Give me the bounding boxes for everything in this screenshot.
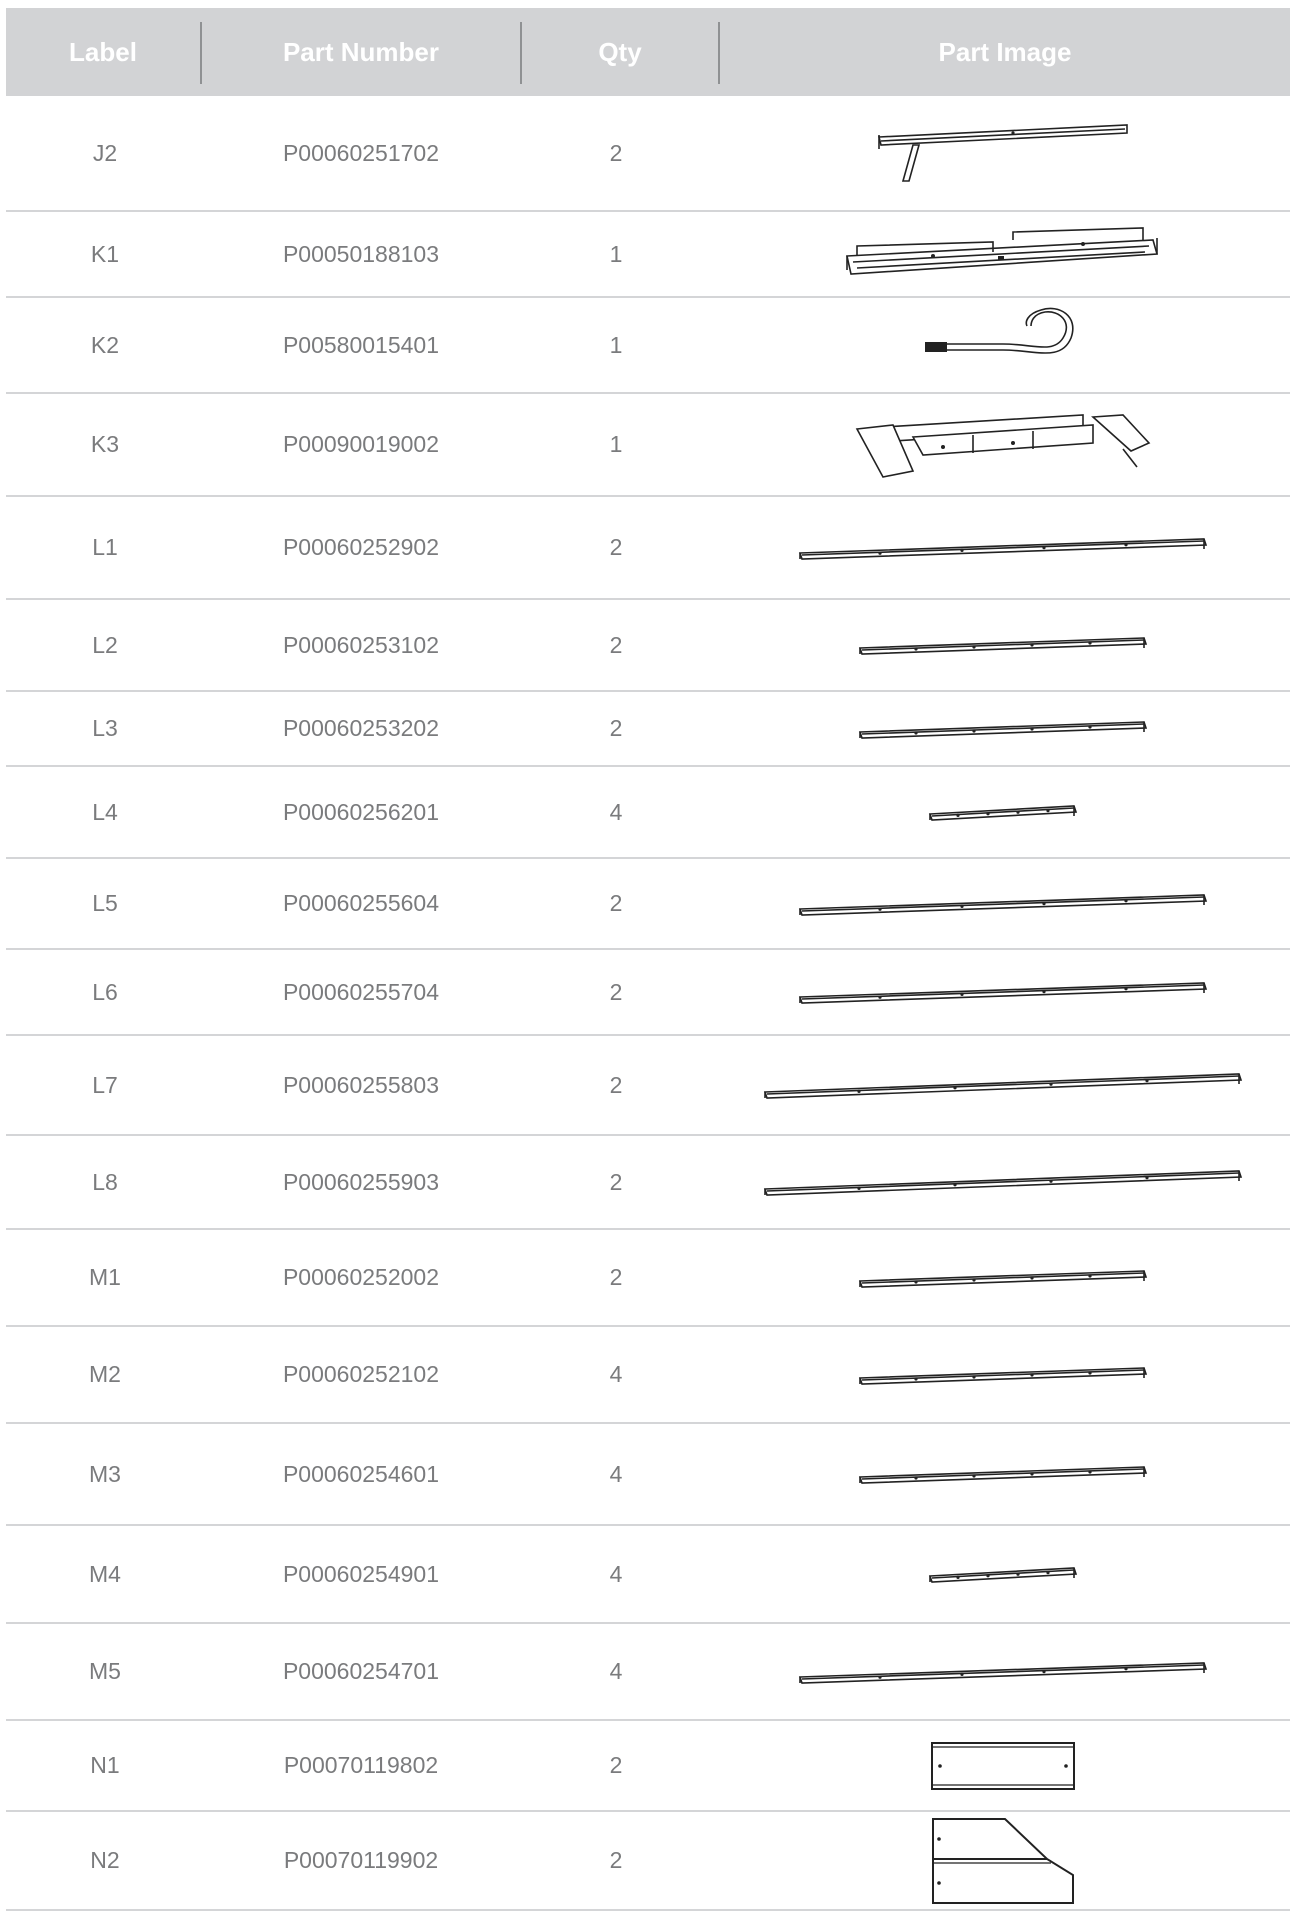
medium-rail-icon — [716, 692, 1290, 765]
part-qty: 2 — [609, 1264, 623, 1290]
table-row — [6, 212, 1290, 298]
rail-with-leg-icon — [716, 96, 1290, 210]
header-part-image: Part Image — [938, 37, 1072, 67]
part-label: M3 — [89, 1460, 121, 1487]
part-label: K2 — [90, 331, 120, 358]
table-row — [6, 1624, 1290, 1721]
parts-table — [6, 8, 1290, 1911]
table-row — [6, 1230, 1290, 1327]
part-qty: 2 — [609, 631, 623, 658]
part-label: L6 — [92, 978, 118, 1005]
ridge-bracket-icon — [716, 394, 1290, 495]
part-number: P00070119802 — [283, 1752, 439, 1778]
part-qty: 2 — [609, 890, 623, 916]
part-qty: 1 — [609, 240, 623, 267]
part-label: N2 — [90, 1847, 120, 1873]
medium-rail-icon — [716, 1327, 1290, 1422]
part-label: M5 — [89, 1658, 121, 1684]
part-qty: 4 — [609, 1658, 623, 1684]
part-qty: 2 — [609, 534, 623, 560]
part-label: L8 — [92, 1168, 118, 1195]
table-row — [6, 1036, 1290, 1136]
table-row — [6, 1424, 1290, 1526]
table-row — [6, 950, 1290, 1036]
header-part-number: Part Number — [282, 37, 440, 67]
part-number: P00090019002 — [282, 431, 440, 457]
part-label: L7 — [92, 1071, 118, 1098]
table-row — [6, 859, 1290, 950]
part-qty: 4 — [609, 798, 623, 825]
part-number: P00060255903 — [282, 1168, 440, 1195]
table-header — [6, 8, 1290, 96]
part-number: P00060252002 — [282, 1264, 440, 1290]
part-number: P00060255803 — [282, 1071, 440, 1098]
table-row — [6, 96, 1290, 212]
flat-panel-icon — [716, 1721, 1290, 1810]
table-row — [6, 600, 1290, 692]
part-qty: 2 — [609, 1071, 623, 1098]
part-qty: 2 — [609, 978, 623, 1005]
part-number: P00060252902 — [282, 534, 440, 560]
long-rail-icon — [716, 497, 1290, 598]
part-qty: 2 — [609, 1752, 623, 1778]
table-row — [6, 394, 1290, 497]
table-row — [6, 497, 1290, 600]
header-qty: Qty — [598, 37, 642, 67]
part-number: P00060255604 — [282, 890, 440, 916]
part-number: P00580015401 — [282, 331, 440, 358]
extra-long-rail-icon — [716, 1136, 1290, 1228]
hook-bolt-icon — [716, 298, 1290, 392]
part-label: N1 — [90, 1752, 120, 1778]
part-qty: 4 — [609, 1361, 623, 1387]
part-number: P00060254901 — [282, 1560, 440, 1587]
part-label: K1 — [90, 240, 120, 267]
part-label: L3 — [92, 715, 118, 741]
part-qty: 2 — [609, 1847, 623, 1873]
short-rail-icon — [716, 767, 1290, 857]
table-row — [6, 1812, 1290, 1911]
extra-long-rail-icon — [716, 1036, 1290, 1134]
part-label: J2 — [92, 139, 118, 166]
part-label: M1 — [89, 1264, 121, 1290]
part-label: K3 — [90, 431, 120, 457]
part-qty: 4 — [609, 1460, 623, 1487]
short-rail-icon — [716, 1526, 1290, 1622]
part-label: M2 — [89, 1361, 121, 1387]
table-row — [6, 1136, 1290, 1230]
medium-rail-icon — [716, 600, 1290, 690]
part-number: P00060251702 — [282, 139, 440, 166]
table-row — [6, 1721, 1290, 1812]
long-rail-icon — [716, 950, 1290, 1034]
part-qty: 1 — [609, 431, 623, 457]
medium-rail-icon — [716, 1230, 1290, 1325]
part-number: P00070119902 — [283, 1847, 439, 1873]
channel-beam-icon — [716, 212, 1290, 296]
table-row — [6, 1327, 1290, 1424]
part-number: P00060255704 — [282, 978, 440, 1005]
part-qty: 2 — [609, 1168, 623, 1195]
part-number: P00060252102 — [282, 1361, 440, 1387]
table-row — [6, 767, 1290, 859]
table-row — [6, 1526, 1290, 1624]
part-label: L5 — [92, 890, 118, 916]
part-number: P00060254601 — [282, 1460, 440, 1487]
part-label: L4 — [92, 798, 118, 825]
part-number: P00060254701 — [282, 1658, 440, 1684]
part-number: P00060253202 — [282, 715, 440, 741]
table-row — [6, 692, 1290, 767]
table-row — [6, 298, 1290, 394]
long-rail-icon — [716, 1624, 1290, 1719]
medium-rail-icon — [716, 1424, 1290, 1524]
part-number: P00060256201 — [282, 798, 440, 825]
table-body — [6, 96, 1290, 1911]
part-qty: 2 — [609, 139, 623, 166]
part-qty: 2 — [609, 715, 623, 741]
part-label: L1 — [92, 534, 118, 560]
angled-panel-icon — [716, 1812, 1290, 1909]
part-number: P00060253102 — [282, 631, 440, 658]
long-rail-icon — [716, 859, 1290, 948]
part-qty: 4 — [609, 1560, 623, 1587]
part-number: P00050188103 — [282, 240, 440, 267]
part-label: M4 — [89, 1560, 121, 1587]
header-label: Label — [69, 37, 137, 67]
part-label: L2 — [92, 631, 118, 658]
part-qty: 1 — [609, 331, 623, 358]
